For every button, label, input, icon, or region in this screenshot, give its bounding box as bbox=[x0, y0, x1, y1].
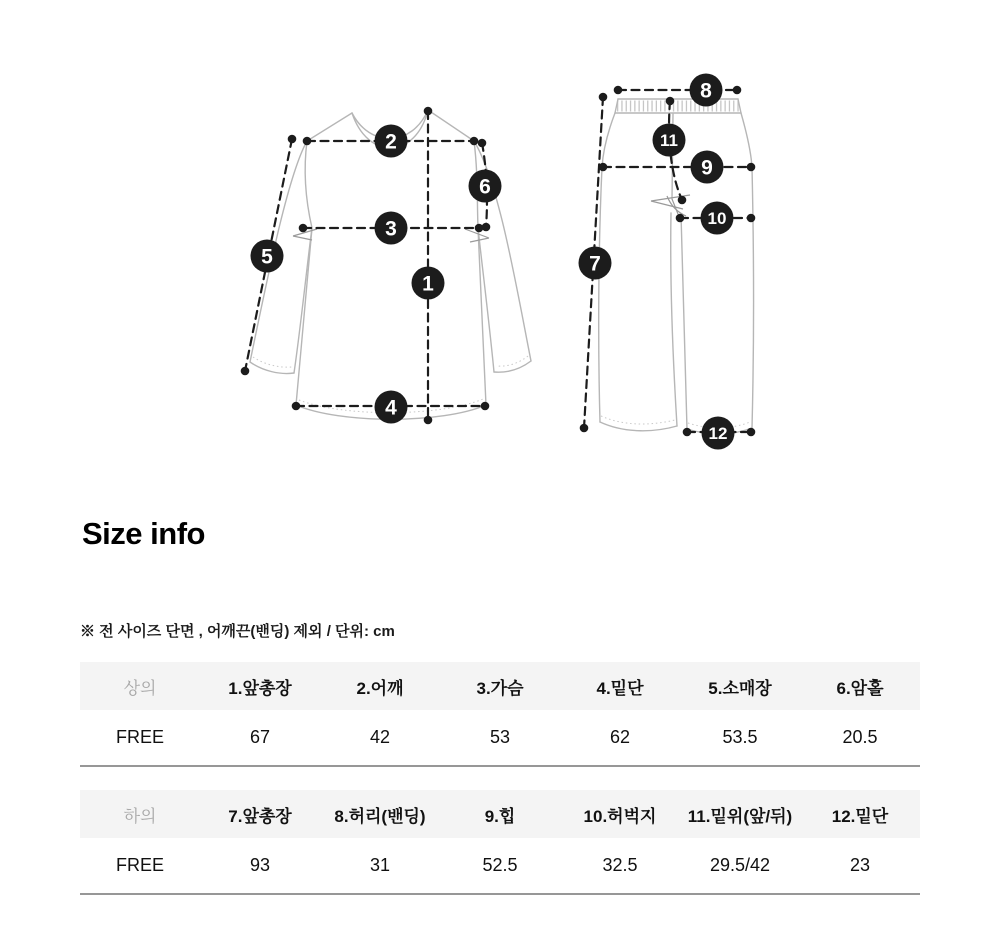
svg-text:3: 3 bbox=[385, 217, 397, 241]
measure-badge-sleeve-length bbox=[251, 240, 284, 273]
svg-text:11: 11 bbox=[660, 131, 678, 151]
svg-text:10: 10 bbox=[707, 209, 727, 229]
size-note: ※ 전 사이즈 단면 , 어깨끈(밴딩) 제외 / 단위: cm bbox=[80, 623, 395, 640]
measure-value: 53.5 bbox=[722, 727, 758, 747]
measure-value: 42 bbox=[369, 727, 391, 747]
column-header: 3.가슴 bbox=[476, 678, 524, 698]
measure-badge-bottom-hem bbox=[375, 391, 408, 424]
svg-text:8: 8 bbox=[700, 79, 712, 103]
measure-value: 29.5/42 bbox=[709, 855, 771, 875]
bottom-table-header-row bbox=[80, 790, 920, 838]
bottom-table-data-row bbox=[80, 838, 920, 895]
svg-text:6: 6 bbox=[479, 175, 491, 199]
measure-value: 62 bbox=[609, 727, 631, 747]
table-group-label: 하의 bbox=[123, 806, 157, 826]
size-tables bbox=[80, 662, 920, 895]
page-title: Size info bbox=[82, 516, 205, 551]
measure-badge-pants-front-length bbox=[579, 247, 612, 280]
column-header: 9.힙 bbox=[484, 806, 516, 826]
column-header: 11.밑위(앞/뒤) bbox=[687, 806, 793, 826]
measure-value: 32.5 bbox=[602, 855, 638, 875]
measure-value: 53 bbox=[489, 727, 511, 747]
table-group-label: 상의 bbox=[123, 678, 157, 698]
measure-badge-thigh bbox=[701, 202, 734, 235]
measure-badge-waist-banding bbox=[690, 74, 723, 107]
measure-badge-pants-hem bbox=[702, 417, 735, 450]
measure-badge-chest bbox=[375, 212, 408, 245]
size-label: FREE bbox=[115, 855, 164, 875]
bottom-size-table bbox=[80, 790, 920, 895]
column-header: 10.허벅지 bbox=[583, 806, 657, 826]
size-label: FREE bbox=[115, 727, 164, 747]
column-header: 2.어깨 bbox=[356, 678, 404, 698]
measure-value: 67 bbox=[249, 727, 271, 747]
measure-badge-armhole bbox=[469, 170, 502, 203]
top-size-table bbox=[80, 662, 920, 767]
svg-text:4: 4 bbox=[385, 396, 397, 420]
column-header: 8.허리(밴딩) bbox=[334, 806, 426, 826]
svg-text:2: 2 bbox=[385, 130, 397, 154]
measurement-badges bbox=[251, 74, 735, 450]
svg-text:7: 7 bbox=[589, 252, 601, 276]
column-header: 6.암홀 bbox=[836, 678, 884, 698]
svg-text:5: 5 bbox=[261, 245, 273, 269]
measure-value: 52.5 bbox=[482, 855, 518, 875]
top-table-data-row bbox=[80, 710, 920, 767]
svg-text:1: 1 bbox=[422, 272, 434, 296]
measure-value: 93 bbox=[249, 855, 271, 875]
measure-value: 20.5 bbox=[842, 727, 878, 747]
column-header: 5.소매장 bbox=[708, 678, 772, 698]
measure-value: 23 bbox=[849, 855, 871, 875]
measure-badge-shoulder bbox=[375, 125, 408, 158]
measure-value: 31 bbox=[369, 855, 391, 875]
svg-text:9: 9 bbox=[701, 156, 713, 180]
measure-badge-rise bbox=[653, 124, 686, 157]
column-header: 12.밑단 bbox=[831, 806, 889, 826]
svg-text:12: 12 bbox=[708, 424, 728, 444]
column-header: 4.밑단 bbox=[596, 678, 644, 698]
column-header: 1.앞총장 bbox=[228, 678, 292, 698]
column-header: 7.앞총장 bbox=[228, 806, 292, 826]
top-table-header-row bbox=[80, 662, 920, 710]
measure-badge-front-length bbox=[412, 267, 445, 300]
measure-badge-hip bbox=[691, 151, 724, 184]
